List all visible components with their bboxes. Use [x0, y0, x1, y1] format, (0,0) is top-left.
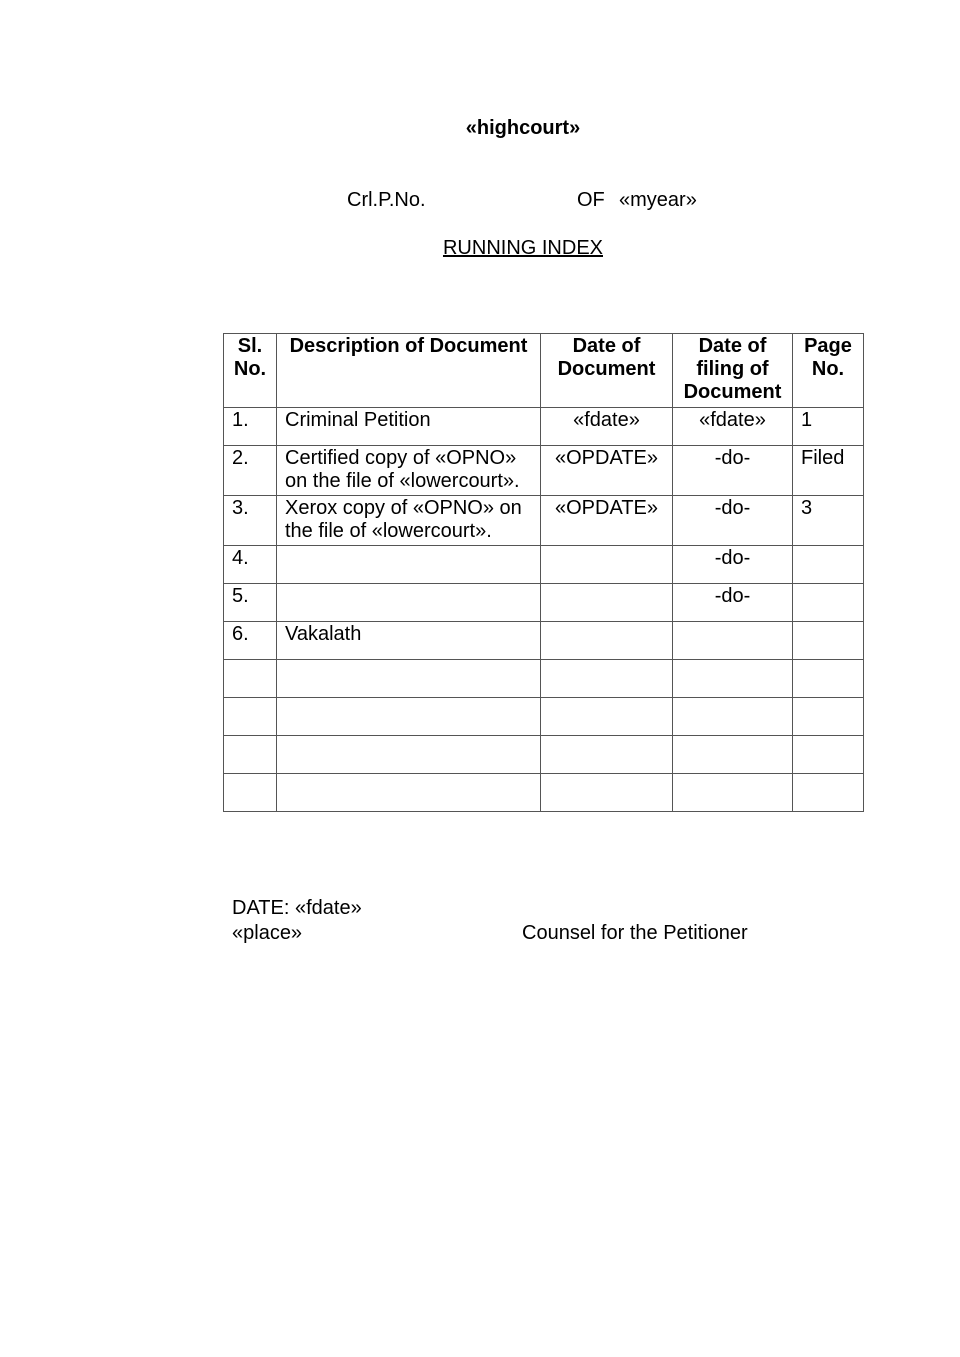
cell-page-no: Filed: [793, 446, 864, 496]
cell-filing-date: «fdate»: [673, 408, 793, 446]
column-header-sl-no: Sl. No.: [224, 334, 277, 408]
cell-doc-date: «OPDATE»: [541, 496, 673, 546]
cell-description: Xerox copy of «OPNO» on the file of «lowercourt».: [277, 496, 541, 546]
cell-doc-date: «fdate»: [541, 408, 673, 446]
table-row: [224, 446, 864, 496]
index-title: RUNNING INDEX: [442, 237, 603, 259]
column-header-date-of-filing: Date of filing of Document: [673, 334, 793, 408]
table-row: [224, 584, 864, 622]
cell-doc-date: [541, 660, 673, 698]
table-row: [224, 622, 864, 660]
cell-page-no: 1: [793, 408, 864, 446]
cell-filing-date: -do-: [673, 496, 793, 546]
cell-sl-no: [224, 660, 277, 698]
cell-sl-no: [224, 698, 277, 736]
cell-description: [277, 736, 541, 774]
table-header-row: [224, 334, 864, 408]
cell-filing-date: [673, 774, 793, 812]
table-row: [224, 698, 864, 736]
cell-sl-no: 3.: [224, 496, 277, 546]
cell-sl-no: [224, 774, 277, 812]
cell-sl-no: 4.: [224, 546, 277, 584]
cell-page-no: [793, 584, 864, 622]
cell-description: Criminal Petition: [277, 408, 541, 446]
cell-page-no: [793, 774, 864, 812]
cell-page-no: [793, 546, 864, 584]
cell-sl-no: 5.: [224, 584, 277, 622]
cell-sl-no: 1.: [224, 408, 277, 446]
cell-filing-date: [673, 622, 793, 660]
cell-description: [277, 660, 541, 698]
cell-sl-no: 6.: [224, 622, 277, 660]
cell-filing-date: -do-: [673, 546, 793, 584]
cell-doc-date: [541, 584, 673, 622]
case-year: «myear»: [619, 189, 697, 211]
column-header-description: Description of Document: [277, 334, 541, 408]
case-number-label: Crl.P.No.: [347, 189, 426, 211]
cell-page-no: [793, 660, 864, 698]
column-header-page-no: Page No.: [793, 334, 864, 408]
filing-date-line: DATE: «fdate»: [232, 897, 362, 919]
cell-page-no: [793, 736, 864, 774]
cell-description: [277, 774, 541, 812]
cell-doc-date: «OPDATE»: [541, 446, 673, 496]
table-row: [224, 496, 864, 546]
cell-sl-no: 2.: [224, 446, 277, 496]
cell-description: Vakalath: [277, 622, 541, 660]
cell-filing-date: -do-: [673, 446, 793, 496]
cell-description: [277, 546, 541, 584]
cell-page-no: [793, 698, 864, 736]
counsel-signature-label: Counsel for the Petitioner: [522, 922, 748, 944]
cell-filing-date: [673, 660, 793, 698]
case-of-label: OF: [577, 189, 605, 211]
cell-description: [277, 584, 541, 622]
column-header-date-of-document: Date of Document: [541, 334, 673, 408]
table-row: [224, 660, 864, 698]
cell-filing-date: [673, 736, 793, 774]
cell-filing-date: [673, 698, 793, 736]
table-row: [224, 546, 864, 584]
cell-description: [277, 698, 541, 736]
court-title: «highcourt»: [465, 117, 581, 139]
cell-doc-date: [541, 774, 673, 812]
cell-description: Certified copy of «OPNO» on the file of «lowercourt».: [277, 446, 541, 496]
cell-page-no: 3: [793, 496, 864, 546]
table-row: [224, 736, 864, 774]
cell-page-no: [793, 622, 864, 660]
cell-doc-date: [541, 736, 673, 774]
running-index-table: [223, 333, 864, 812]
table-row: [224, 774, 864, 812]
cell-doc-date: [541, 546, 673, 584]
cell-doc-date: [541, 622, 673, 660]
cell-filing-date: -do-: [673, 584, 793, 622]
filing-place: «place»: [232, 922, 303, 944]
cell-doc-date: [541, 698, 673, 736]
cell-sl-no: [224, 736, 277, 774]
table-row: [224, 408, 864, 446]
